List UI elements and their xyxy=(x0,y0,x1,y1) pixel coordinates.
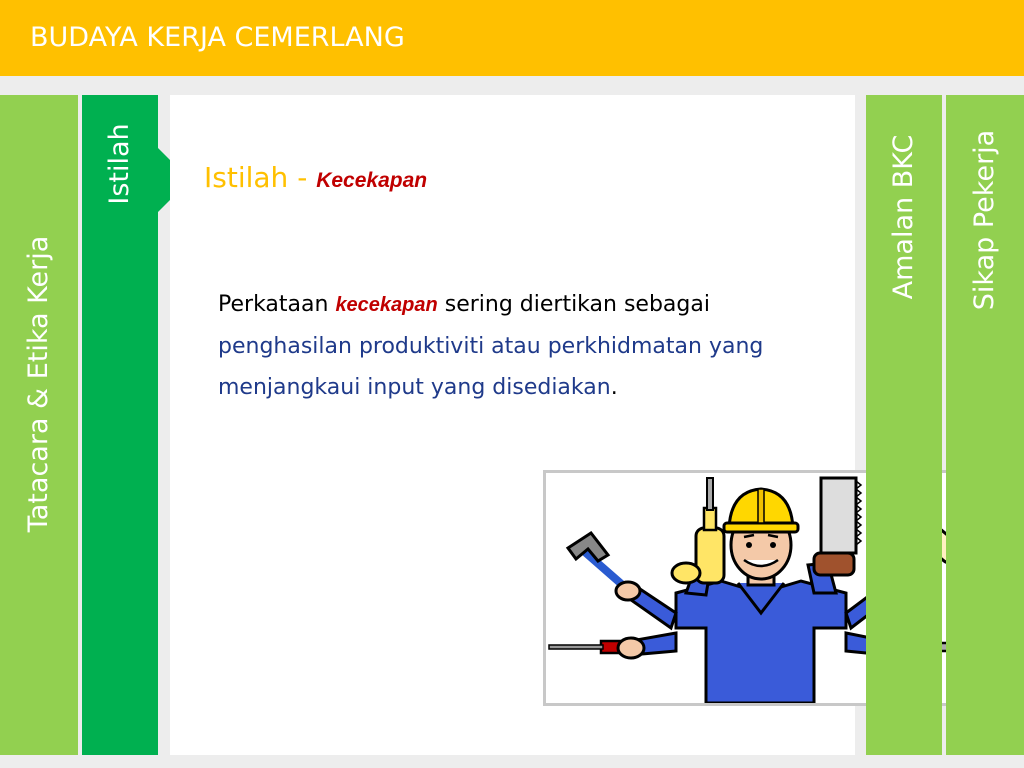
definition-text xyxy=(218,284,778,408)
tab-tatacara-etika-kerja[interactable] xyxy=(0,95,78,755)
definition-keyword: kecekapan xyxy=(335,294,438,316)
tab-sikap-pekerja[interactable] xyxy=(946,95,1024,755)
section-title xyxy=(204,160,427,199)
header-bar xyxy=(0,0,1024,76)
section-title-prefix: Istilah - xyxy=(204,161,317,194)
definition-part3: . xyxy=(610,375,618,400)
tab-istilah[interactable] xyxy=(82,95,158,755)
slide-title: BUDAYA KERJA CEMERLANG xyxy=(30,22,405,53)
tab-amalan-bkc[interactable] xyxy=(866,95,942,755)
tab-label-tatacara: Tatacara & Etika Kerja xyxy=(23,235,54,533)
definition-highlight: penghasilan produktiviti atau perkhidmatan yang menjangkaui input yang disediakan xyxy=(218,334,764,400)
section-title-term: Kecekapan xyxy=(316,169,428,192)
definition-part1: Perkataan xyxy=(218,292,336,317)
tab-label-amalan: Amalan BKC xyxy=(888,134,919,300)
definition-part2: sering diertikan sebagai xyxy=(437,292,710,317)
tab-label-sikap: Sikap Pekerja xyxy=(969,129,1000,311)
tab-label-istilah: Istilah xyxy=(104,123,135,205)
